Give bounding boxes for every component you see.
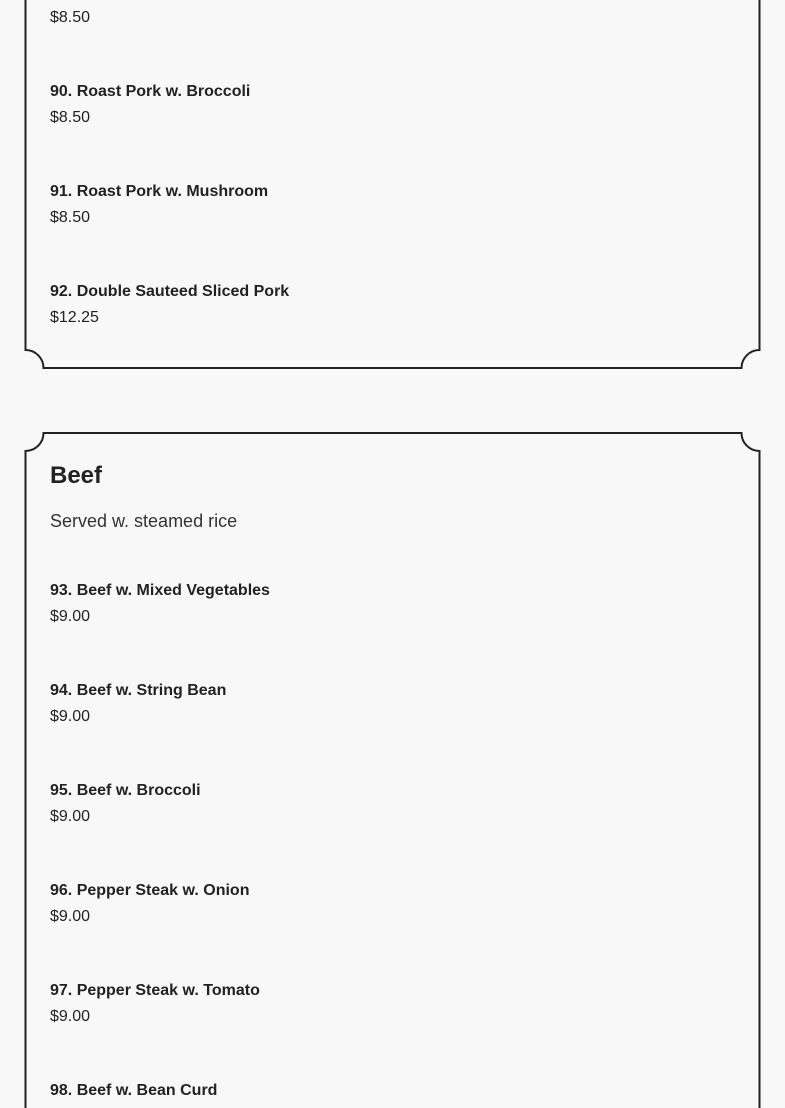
item-price: $9.00	[50, 908, 91, 925]
item-price: $9.00	[50, 608, 91, 625]
item-name: 96. Pepper Steak w. Onion	[50, 882, 250, 899]
menu-item[interactable]	[50, 0, 91, 26]
menu-item[interactable]	[50, 82, 250, 128]
item-price: $9.00	[50, 808, 91, 825]
item-name: 98. Beef w. Bean Curd	[50, 1082, 218, 1099]
item-price: $8.50	[50, 209, 91, 226]
section-subtitle: Served w. steamed rice	[50, 511, 238, 531]
item-price: $9.00	[50, 708, 91, 725]
item-name: 92. Double Sauteed Sliced Pork	[50, 283, 290, 300]
menu-item[interactable]	[50, 282, 289, 328]
menu-item[interactable]	[50, 881, 249, 927]
item-name: 91. Roast Pork w. Mushroom	[50, 183, 269, 200]
pork-section-card	[25, 0, 760, 369]
menu-item[interactable]	[50, 781, 201, 827]
menu-item[interactable]	[50, 182, 268, 228]
item-name: 95. Beef w. Broccoli	[50, 782, 201, 799]
item-price: $9.00	[50, 1008, 91, 1025]
menu-item[interactable]	[50, 681, 226, 727]
item-name: 94. Beef w. String Bean	[50, 682, 227, 699]
menu-item[interactable]	[50, 1081, 217, 1101]
section-title: Beef	[50, 462, 103, 489]
item-name: 90. Roast Pork w. Broccoli	[50, 83, 251, 100]
item-name: 97. Pepper Steak w. Tomato	[50, 982, 260, 999]
menu-item[interactable]	[50, 981, 260, 1027]
item-price: $12.25	[50, 309, 99, 326]
beef-section-card	[25, 433, 760, 1108]
menu-item[interactable]	[50, 581, 270, 627]
item-price: $8.50	[50, 9, 91, 26]
item-name: 93. Beef w. Mixed Vegetables	[50, 582, 270, 599]
item-price: $8.50	[50, 109, 91, 126]
